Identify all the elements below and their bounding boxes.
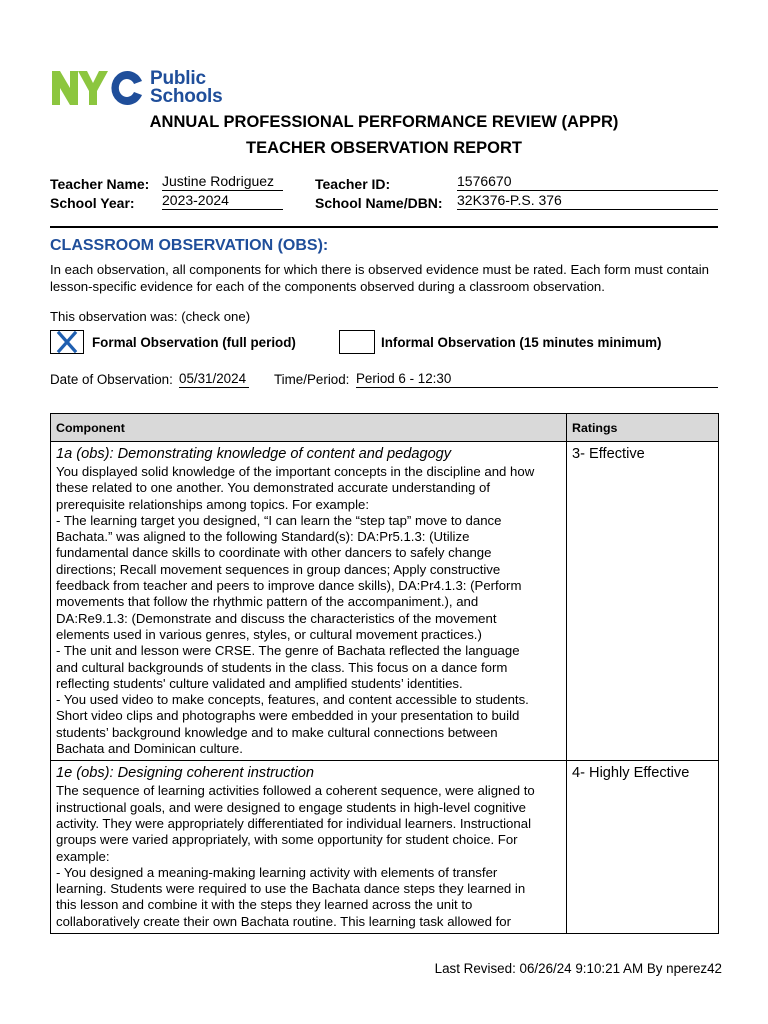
informal-observation-label: Informal Observation (15 minutes minimum) [381,335,662,350]
evidence-line: - You used video to make concepts, features, and content accessible to students. [56,692,529,708]
observation-prompt: This observation was: (check one) [50,309,251,324]
ratings-header: Ratings [567,414,719,442]
evidence-line: example: [56,848,110,864]
logo-line2: Schools [150,86,223,107]
component-header: Component [51,414,567,442]
time-label: Time/Period: [274,372,350,387]
evidence-line: instructional goals, and were designed to engage students in high-level cognitive [56,799,526,815]
evidence-line: Short video clips and photographs were embedded in your presentation to build [56,708,520,724]
section-title: CLASSROOM OBSERVATION (OBS): [50,237,329,254]
evidence-line: learning. Students were required to use the Bachata dance steps they learned in [56,881,526,897]
evidence-line: movements that follow the rhythmic pattern of the accompaniment.), and [56,594,479,610]
teacher-id-label: Teacher ID: [315,176,391,192]
evidence-line: Bachata.” was aligned to the following Standard(s): DA:Pr5.1.3: (Utilize [56,529,470,545]
evidence-line: activity. They were appropriately differentiated for individual learners. Instructional [56,815,531,831]
component-cell [51,442,567,761]
nyc-logo-icon [50,68,146,108]
table-header-row [51,414,719,442]
component-title: 1e (obs): Designing coherent instruction [56,765,314,782]
formal-observation-checkbox[interactable] [50,330,84,354]
school-year-field[interactable]: 2023-2024 [162,192,283,210]
evidence-line: fundamental dance skills to coordinate with other dancers to safely change [56,545,492,561]
component-evidence [56,783,561,930]
rating-value: 4- Highly Effective [572,765,690,782]
component-evidence [56,464,561,757]
last-revised: Last Revised: 06/26/24 9:10:21 AM By nperez42 [434,961,722,976]
evidence-line: collaboratively create their own Bachata routine. This learning task allowed for [56,913,511,929]
rating-cell [567,761,719,934]
table-row [51,761,719,934]
evidence-line: - The learning target you designed, “I can learn the “step tap” move to dance [56,512,502,528]
teacher-name-label: Teacher Name: [50,176,150,192]
school-name-label: School Name/DBN: [315,195,443,211]
component-title: 1a (obs): Demonstrating knowledge of content and pedagogy [56,446,452,462]
report-subtitle: TEACHER OBSERVATION REPORT [246,139,522,157]
logo-line1: Public [150,68,206,89]
evidence-line: prerequisite relationships among topics. For example: [56,496,369,512]
rating-value: 3- Effective [572,446,645,462]
evidence-line: The sequence of learning activities followed a coherent sequence, were aligned to [56,783,535,799]
teacher-id-field[interactable]: 1576670 [457,173,718,191]
table-row [51,442,719,761]
rating-cell [567,442,719,761]
teacher-name-field[interactable]: Justine Rodriguez [162,173,283,191]
component-table [50,413,719,934]
nyc-public-schools-logo [50,68,230,108]
evidence-line: and cultural backgrounds of students in the class. This focus on a dance form [56,659,508,675]
evidence-line: elements used in various genres, styles, or cultural movement practices.) [56,626,482,642]
x-check-icon [51,331,83,353]
evidence-line: groups were varied appropriately, with some opportunity for student choice. For [56,832,518,848]
component-cell [51,761,567,934]
evidence-line: - You designed a meaning-making learning activity with elements of transfer [56,864,498,880]
evidence-line: feedback from teacher and peers to improve dance skills), DA:Pr4.1.3: (Perform [56,578,522,594]
date-field[interactable]: 05/31/2024 [179,370,249,388]
date-label: Date of Observation: [50,372,173,387]
evidence-line: this lesson and combine it with the steps they learned across the unit to [56,897,473,913]
evidence-line: reflecting students' culture validated and amplified students’ identities. [56,675,463,691]
evidence-line: - The unit and lesson were CRSE. The genre of Bachata reflected the language [56,643,520,659]
section-intro: In each observation, all components for which there is observed evidence must be rated. Each form must contain lesson-specific evidence for each of the components observed during a classroom observation. [50,262,709,294]
evidence-line: DA:Re9.1.3: (Demonstrate and discuss the characteristics of the movement [56,610,497,626]
school-year-label: School Year: [50,195,135,211]
school-name-field[interactable]: 32K376-P.S. 376 [457,192,718,210]
evidence-line: You displayed solid knowledge of the important concepts in the discipline and how [56,464,535,479]
evidence-line: directions; Recall movement sequences in group dances; Apply constructive [56,561,501,577]
formal-observation-label: Formal Observation (full period) [92,335,296,350]
evidence-line: students’ background knowledge and to make cultural connections between [56,724,498,740]
report-title: ANNUAL PROFESSIONAL PERFORMANCE REVIEW (APPR) [149,113,619,131]
evidence-line: Bachata and Dominican culture. [56,741,243,757]
evidence-line: these related to one another. You demonstrated accurate understanding of [56,480,491,496]
section-divider [50,226,718,228]
time-field[interactable]: Period 6 - 12:30 [356,370,718,388]
informal-observation-checkbox[interactable] [339,330,375,354]
